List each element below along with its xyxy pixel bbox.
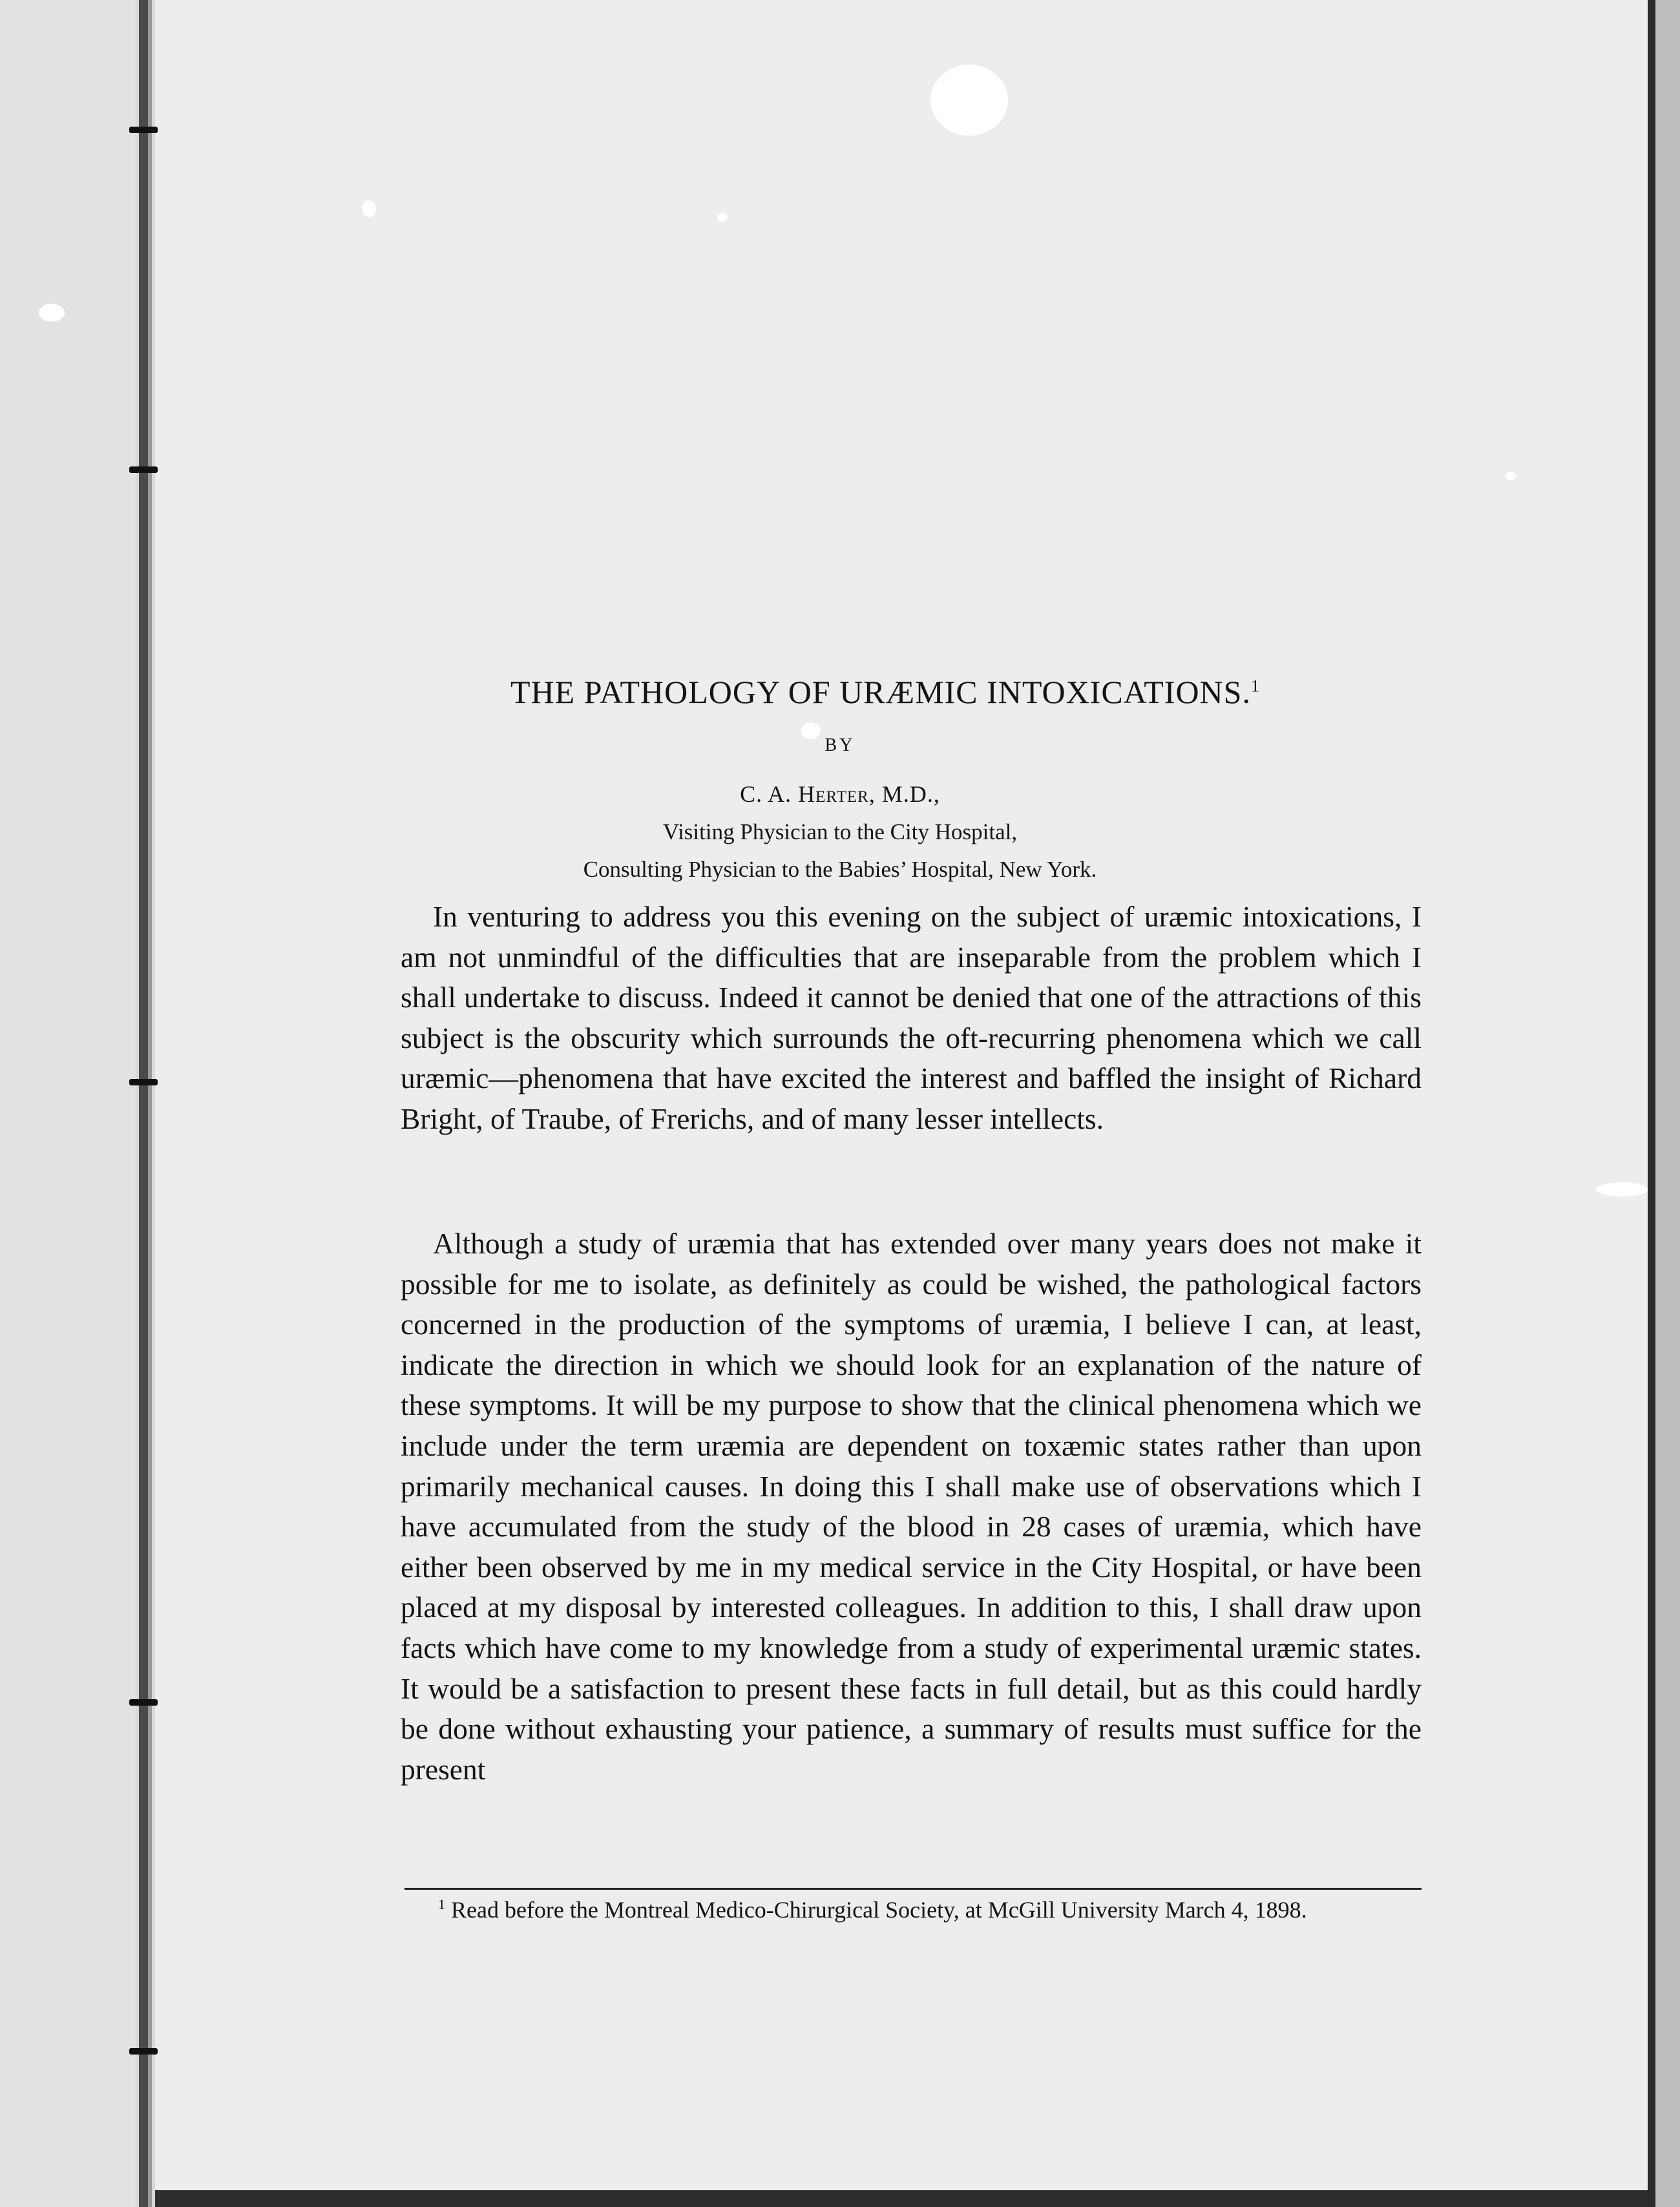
author-surname: Herter <box>798 781 869 807</box>
footnote-mark: 1 <box>438 1896 445 1912</box>
footnote-text: Read before the Montreal Medico-Chirurgical Society, at McGill University March 4, 1898. <box>451 1897 1307 1923</box>
binding-stitch <box>129 127 158 133</box>
binding-edge-highlight <box>148 0 152 2207</box>
page-right-edge <box>1648 0 1655 2207</box>
author-degree: , M.D., <box>868 781 940 807</box>
author-initials: C. A. <box>740 781 792 807</box>
article-title-text: THE PATHOLOGY OF URÆMIC INTOXICATIONS. <box>510 674 1251 710</box>
title-footnote-mark: 1 <box>1250 676 1260 696</box>
scan-right-margin <box>1655 0 1680 2207</box>
body-paragraph-2: Although a study of uræmia that has extended over many years does not make it possible for me to isolate, as definitely as could be wished, the pathological factors concerned in the production of the symptoms of uræmia, I believe I can, at least, indicate the direction in which we should look for an explanation of the nature of these symptoms. It will be my purpose to show that the clinical phenomena which we include under the term uræmia are dependent on toxæmic states rather than upon primarily mechanical causes. In doing this I shall make use of observations which I have accumulated from the study of the blood in 28 cases of uræmia, which have either been observed by me in my medical service in the City Hospital, or have been placed at my disposal by interested colleagues. In addition to this, I shall draw upon facts which have come to my knowledge from a study of experimental uræmic states. It would be a satisfaction to present these facts in full detail, but as this could hardly be done without exhausting your patience, a summary of results must suffice for the present <box>401 1227 1422 1786</box>
binding-stitch <box>129 1079 158 1085</box>
binding-edge <box>139 0 148 2207</box>
paper-blemish <box>362 200 376 217</box>
article-title <box>401 673 1370 711</box>
footnote <box>404 1887 1422 1928</box>
byline: BY <box>824 735 856 755</box>
binding-stitch <box>129 466 158 473</box>
author-affiliation-1: Visiting Physician to the City Hospital, <box>662 819 1018 844</box>
facing-page-margin <box>0 0 136 2207</box>
paper-blemish <box>39 304 65 322</box>
body-paragraph-1: In venturing to address you this evening on the subject of uræmic intoxications, I am not unmindful of the difficulties that are inseparable from the problem which I shall undertake to discuss. Indeed it cannot be denied that one of the attractions of this subject is the obscurity which surrounds the oft-recurring phenomena which we call uræmic—phenomena that have excited the interest and baffled the insight of Richard Bright, of Traube, of Frerichs, and of many lesser intellects. <box>401 900 1422 1135</box>
paper-blemish <box>930 65 1008 136</box>
page-bottom-edge <box>155 2190 1648 2207</box>
binding-stitch <box>129 2048 158 2055</box>
author-line <box>582 780 1098 808</box>
binding-stitch <box>129 1699 158 1706</box>
author-affiliation-2: Consulting Physician to the Babies’ Hospital, New York. <box>583 857 1097 882</box>
paper-blemish <box>1596 1182 1648 1197</box>
paper-blemish <box>717 213 728 222</box>
paper-blemish <box>1506 472 1516 481</box>
